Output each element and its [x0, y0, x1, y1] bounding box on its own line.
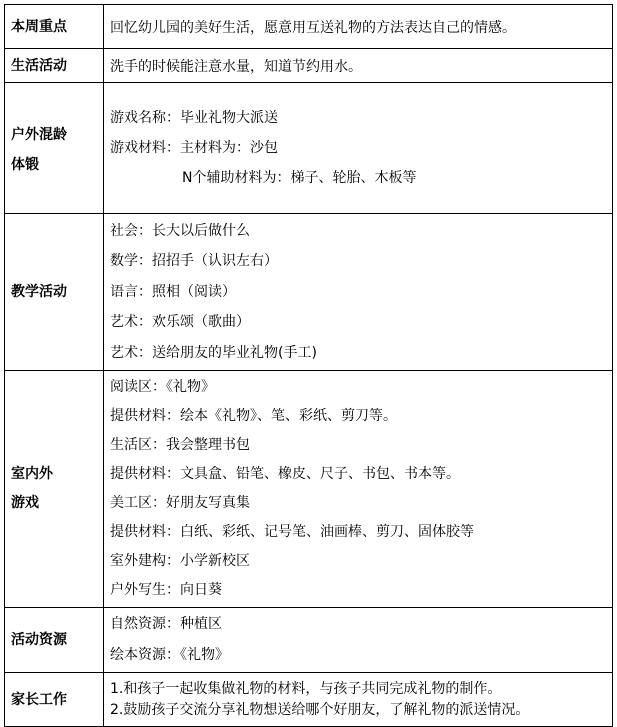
areas-line: 阅读区：《礼物》: [110, 379, 215, 395]
content-parents: [104, 673, 613, 727]
row-outdoor-play: [5, 83, 613, 214]
label-life-activity: 生活活动: [5, 49, 104, 83]
row-parents: [5, 673, 613, 727]
row-areas: [5, 371, 613, 608]
label-teaching: 教学活动: [5, 214, 104, 371]
weekly-plan-table: [4, 4, 613, 727]
label-resources: 活动资源: [5, 608, 104, 673]
label-outdoor-play-line2: 体锻: [11, 157, 39, 173]
teaching-line: 社会：长大以后做什么: [110, 222, 250, 239]
label-outdoor-play-line1: 户外混龄: [11, 127, 67, 143]
teaching-line: 艺术：欢乐颂（歌曲）: [110, 314, 250, 331]
areas-line: 户外写生：向日葵: [110, 582, 222, 598]
content-life-activity: [104, 49, 613, 83]
outdoor-play-line: N个辅助材料为：梯子、轮胎、木板等: [182, 170, 417, 186]
label-areas: [5, 371, 104, 608]
content-resources: [104, 608, 613, 673]
row-life-activity: [5, 49, 613, 83]
label-areas-line2: 游戏: [11, 495, 39, 511]
weekly-focus-text: 回忆幼儿园的美好生活，愿意用互送礼物的方法表达自己的情感。: [110, 19, 516, 36]
outdoor-play-line: 游戏名称：毕业礼物大派送: [110, 110, 278, 126]
row-weekly-focus: [5, 5, 613, 49]
areas-line: 美工区：好朋友写真集: [110, 495, 250, 511]
content-outdoor-play: [104, 83, 613, 214]
teaching-line: 语言：照相（阅读）: [110, 283, 236, 300]
label-outdoor-play: [5, 83, 104, 214]
outdoor-play-line: 游戏材料：主材料为：沙包: [110, 140, 278, 156]
areas-line: 生活区：我会整理书包: [110, 437, 250, 453]
row-resources: [5, 608, 613, 673]
row-teaching: [5, 214, 613, 371]
areas-line: 提供材料：文具盒、铅笔、橡皮、尺子、书包、书本等。: [110, 466, 460, 482]
resources-line: 自然资源：种植区: [110, 616, 222, 632]
life-activity-text: 洗手的时候能注意水量，知道节约用水。: [110, 58, 362, 75]
label-areas-line1: 室内外: [11, 466, 53, 482]
label-parents: 家长工作: [5, 673, 104, 727]
areas-line: 提供材料：绘本《礼物》、笔、彩纸、剪刀等。: [110, 408, 397, 424]
parents-line: 2.鼓励孩子交流分享礼物想送给哪个好朋友，了解礼物的派送情况。: [110, 701, 530, 718]
content-teaching: [104, 214, 613, 371]
teaching-line: 数学：招招手（认识左右）: [110, 253, 278, 270]
resources-line: 绘本资源：《礼物》: [110, 647, 229, 663]
label-weekly-focus: 本周重点: [5, 5, 104, 49]
content-weekly-focus: [104, 5, 613, 49]
teaching-line: 艺术：送给朋友的毕业礼物(手工): [110, 344, 317, 361]
parents-line: 1.和孩子一起收集做礼物的材料，与孩子共同完成礼物的制作。: [110, 680, 502, 697]
areas-line: 室外建构：小学新校区: [110, 553, 250, 569]
areas-line: 提供材料：白纸、彩纸、记号笔、油画棒、剪刀、固体胶等: [110, 524, 474, 540]
content-areas: [104, 371, 613, 608]
